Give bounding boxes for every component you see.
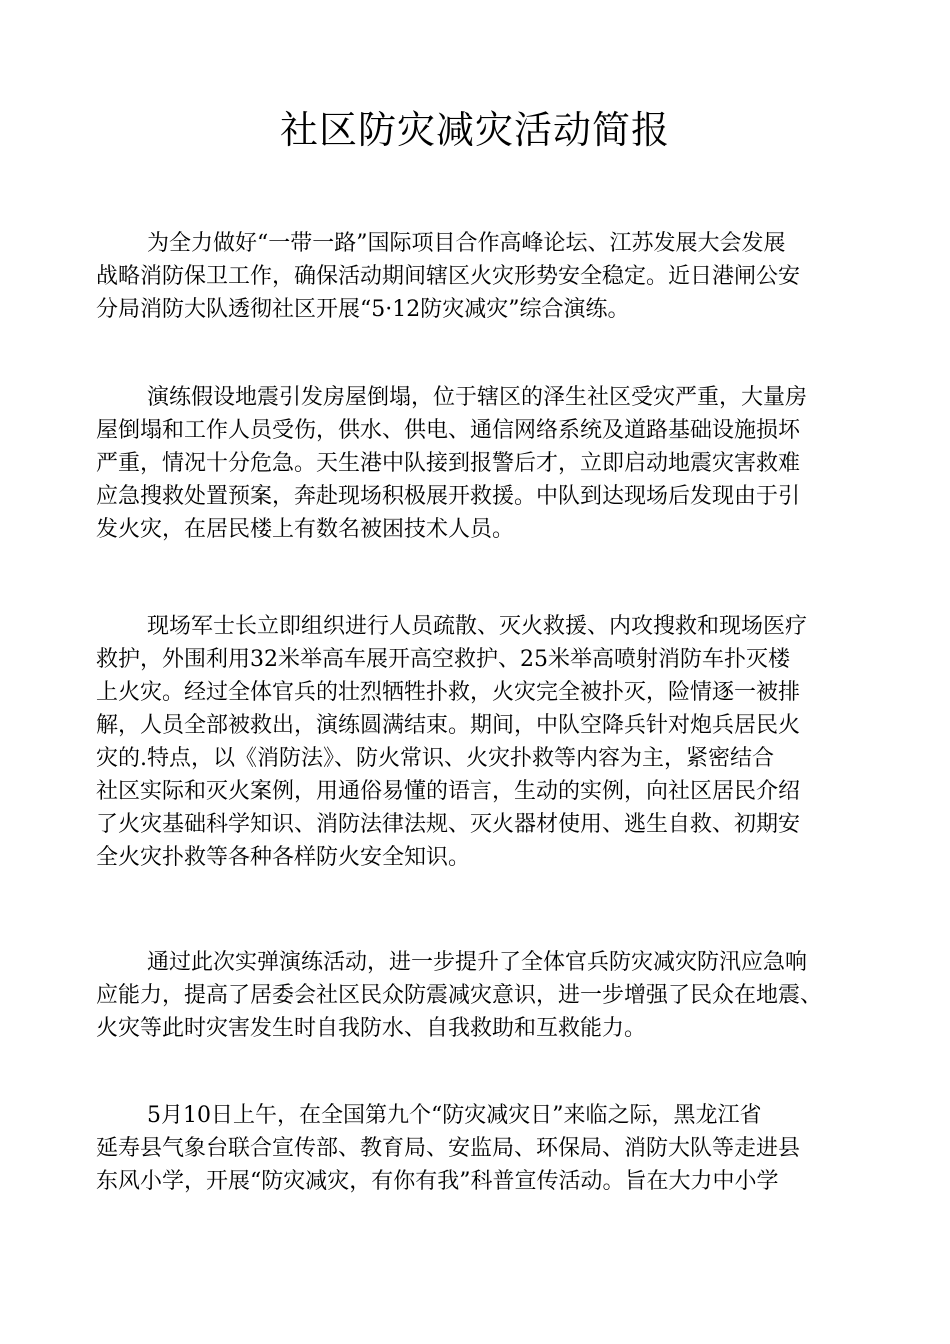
paragraph-line: 解，人员全部被救出，演练圆满结束。期间，中队空降兵针对炮兵居民火 [96, 713, 801, 738]
paragraph-5 [96, 1099, 876, 1198]
paragraph-2 [96, 381, 876, 546]
paragraph-3 [96, 610, 876, 874]
paragraph-line: 东风小学，开展“防灾减灾，有你有我”科普宣传活动。旨在大力中小学 [96, 1169, 779, 1194]
paragraph-line: 屋倒塌和工作人员受伤，供水、供电、通信网络系统及道路基础设施损坏 [96, 418, 801, 443]
paragraph-line: 演练假设地震引发房屋倒塌，位于辖区的泽生社区受灾严重，大量房 [147, 385, 808, 410]
paragraph-4 [96, 946, 876, 1045]
paragraph-line: 通过此次实弹演练活动，进一步提升了全体官兵防灾减灾防汛应急响 [147, 950, 808, 975]
paragraph-line: 灾的.特点，以《消防法》、防火常识、火灾扑救等内容为主，紧密结合 [96, 746, 774, 771]
paragraph-line: 严重，情况十分危急。天生港中队接到报警后才，立即启动地震灾害救难 [96, 451, 801, 476]
paragraph-line: 分局消防大队透彻社区开展“5·12防灾减灾”综合演练。 [96, 297, 630, 322]
paragraph-line: 为全力做好“一带一路”国际项目合作高峰论坛、江苏发展大会发展 [147, 231, 786, 256]
document-title: 社区防灾减灾活动简报 [279, 108, 670, 152]
paragraph-line: 社区实际和灭火案例，用通俗易懂的语言，生动的实例，向社区居民介绍 [96, 779, 801, 804]
paragraph-line: 应急搜救处置预案，奔赴现场积极展开救援。中队到达现场后发现由于引 [96, 484, 801, 509]
paragraph-line: 战略消防保卫工作，确保活动期间辖区火灾形势安全稳定。近日港闸公安 [96, 264, 801, 289]
paragraph-line: 发火灾，在居民楼上有数名被困技术人员。 [96, 517, 515, 542]
paragraph-line: 延寿县气象台联合宣传部、教育局、安监局、环保局、消防大队等走进县 [96, 1136, 801, 1161]
paragraph-line: 了火灾基础科学知识、消防法律法规、灭火器材使用、逃生自救、初期安 [96, 812, 801, 837]
paragraph-line: 上火灾。经过全体官兵的壮烈牺牲扑救，火灾完全被扑灭，险情逐一被排 [96, 680, 801, 705]
paragraph-line: 火灾等此时灾害发生时自我防水、自我救助和互救能力。 [96, 1016, 647, 1041]
paragraph-line: 应能力，提高了居委会社区民众防震减灾意识，进一步增强了民众在地震、 [96, 983, 823, 1008]
paragraph-line: 现场军士长立即组织进行人员疏散、灭火救援、内攻搜救和现场医疗 [147, 614, 808, 639]
paragraph-1 [96, 227, 876, 326]
paragraph-line: 5月10日上午，在全国第九个“防灾减灾日”来临之际，黑龙江省 [147, 1103, 762, 1128]
paragraph-line: 全火灾扑救等各种各样防火安全知识。 [96, 845, 471, 870]
paragraph-line: 救护，外围利用32米举高车展开高空救护、25米举高喷射消防车扑灭楼 [96, 647, 790, 672]
